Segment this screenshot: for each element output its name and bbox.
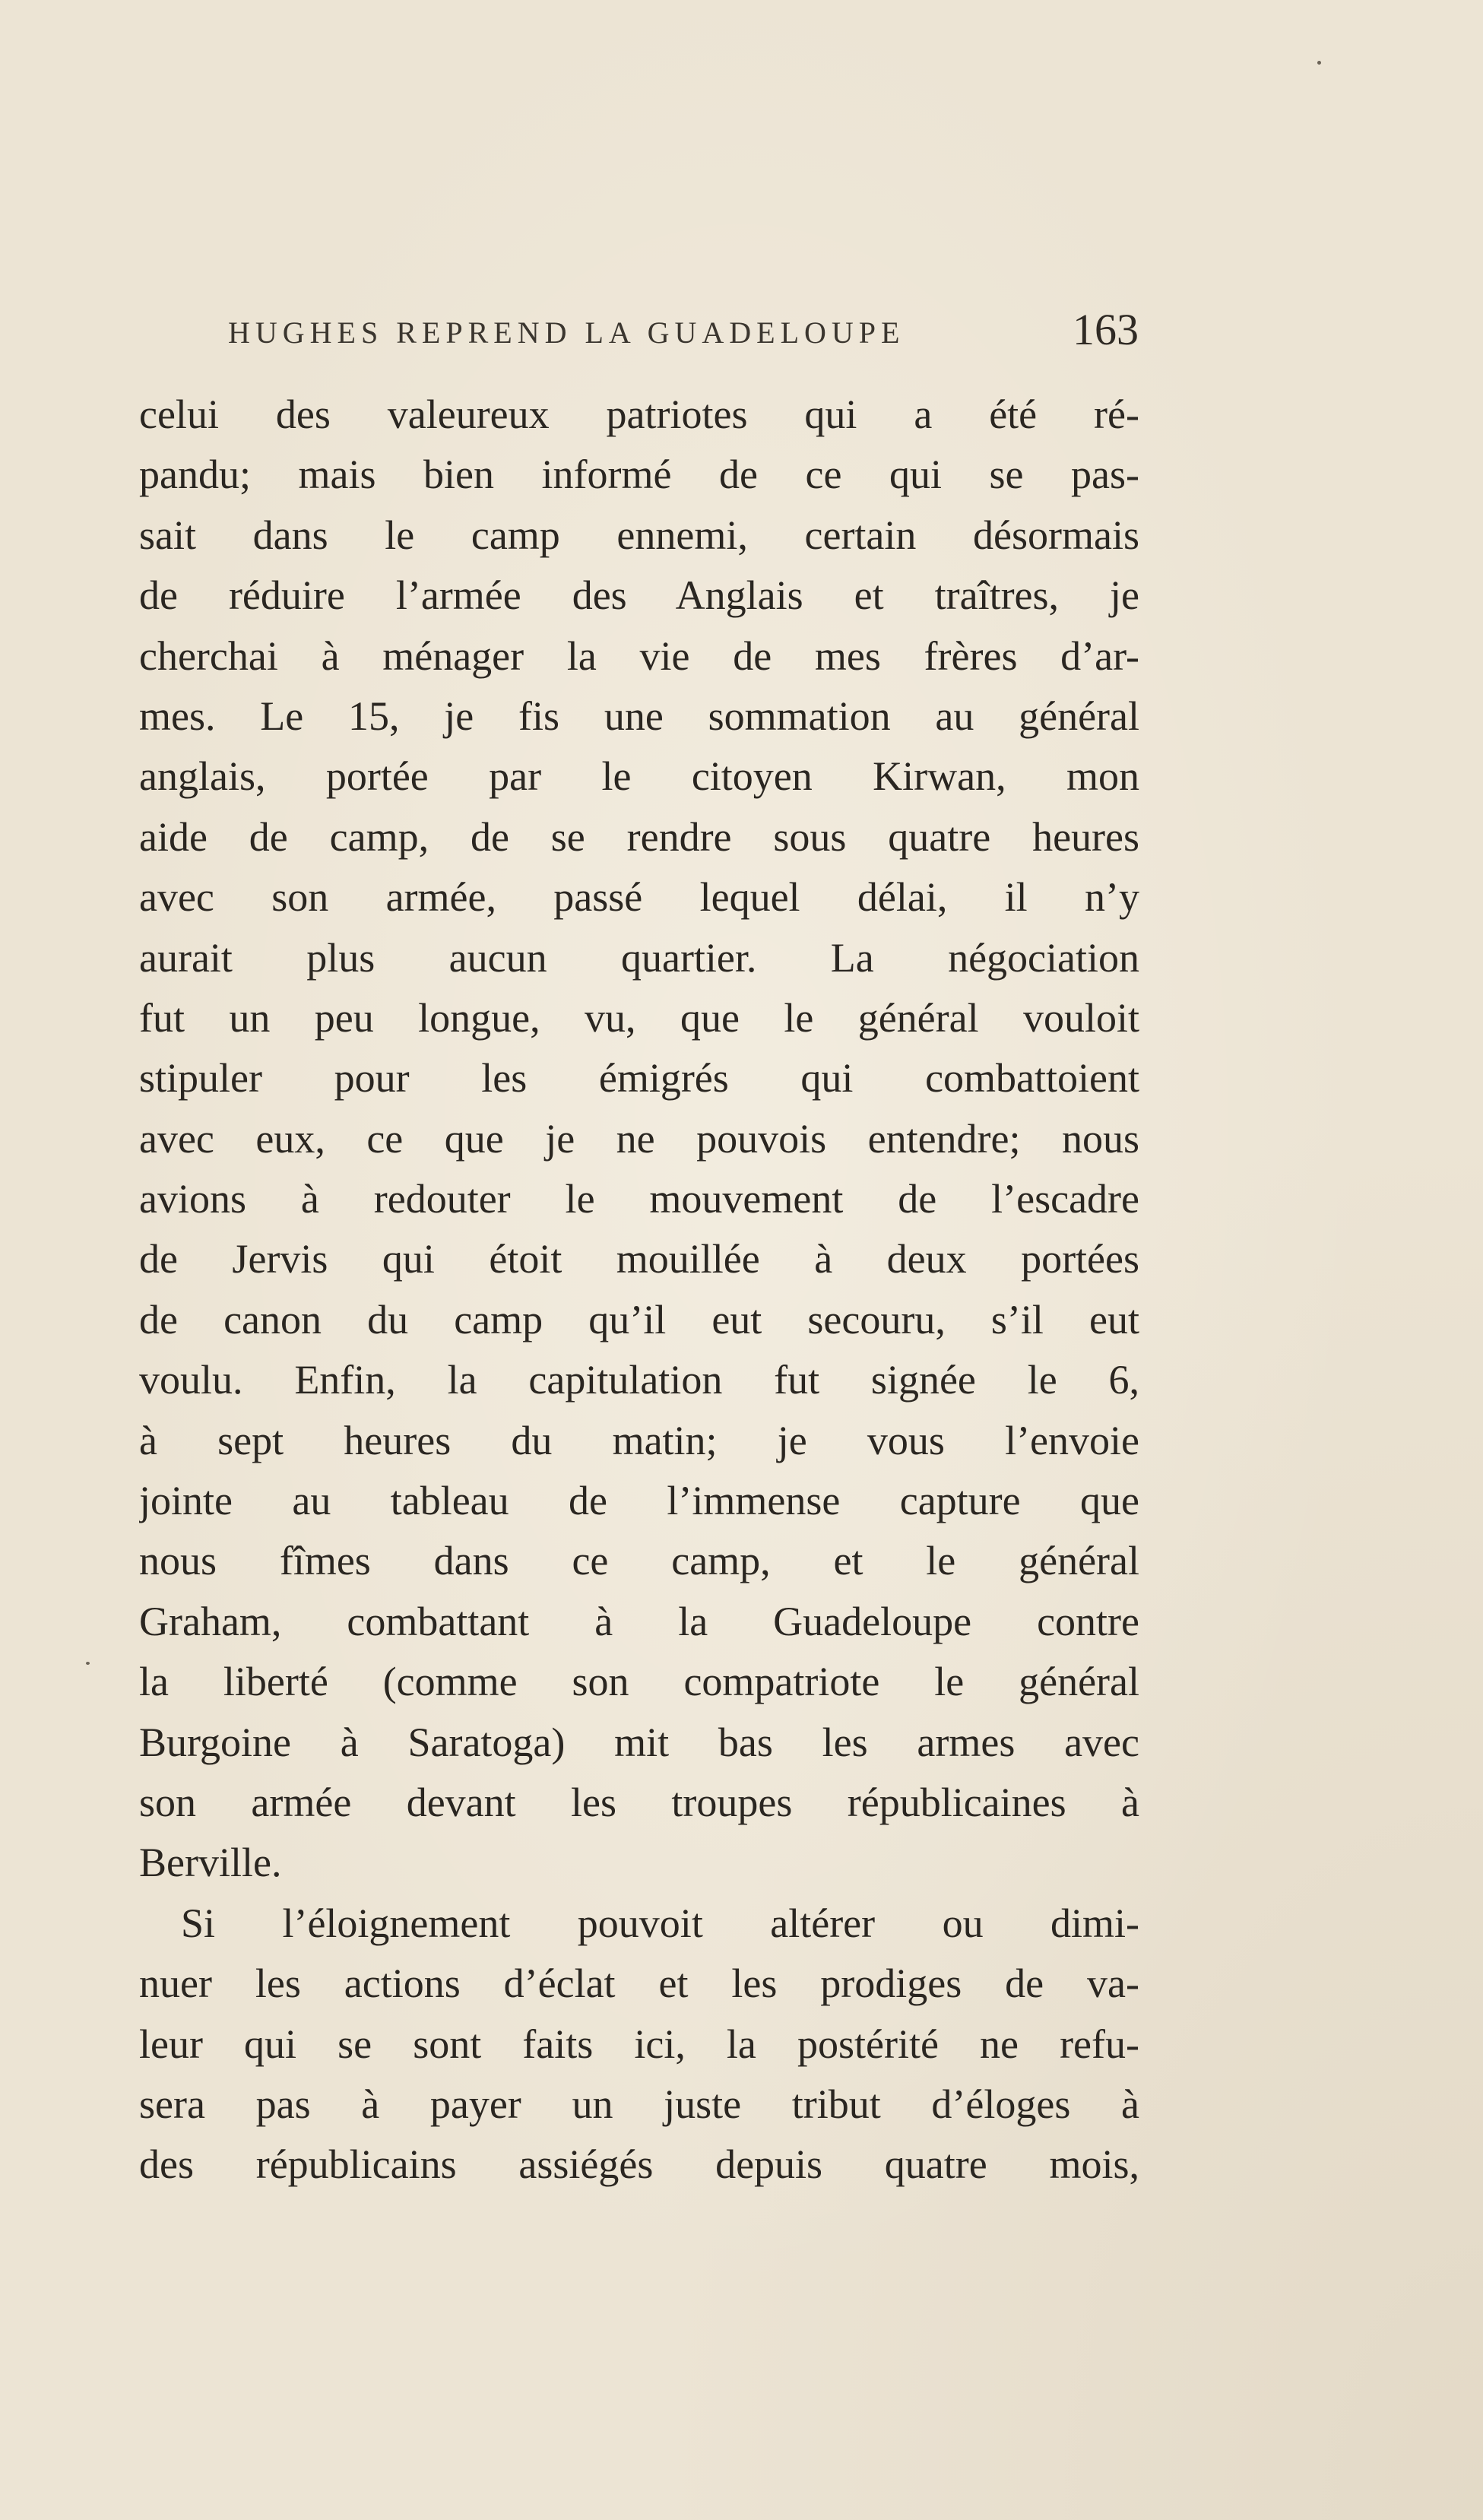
paper-speck — [86, 1662, 90, 1665]
text-line: nuer les actions d’éclat et les prodiges de va- — [139, 1961, 1139, 2007]
text-line: Graham, combattant à la Guadeloupe contre — [139, 1598, 1139, 1644]
running-head — [228, 304, 1139, 365]
text-line: avec son armée, passé lequel délai, il n’y — [139, 874, 1139, 921]
text-line: mes. Le 15, je fis une sommation au général — [139, 693, 1139, 739]
text-line: avec eux, ce que je ne pouvois entendre; nous — [139, 1115, 1139, 1162]
text-line: stipuler pour les émigrés qui combattoient — [139, 1055, 1139, 1102]
text-line: son armée devant les troupes républicaines à — [139, 1779, 1139, 1825]
text-line: sera pas à payer un juste tribut d’éloges à — [139, 2081, 1139, 2127]
text-line: de Jervis qui étoit mouillée à deux portées — [139, 1236, 1139, 1282]
text-line: à sept heures du matin; je vous l’envoie — [139, 1417, 1139, 1463]
text-line: aurait plus aucun quartier. La négociation — [139, 934, 1139, 981]
text-line: cherchai à ménager la vie de mes frères d’ar- — [139, 632, 1139, 679]
text-line: pandu; mais bien informé de ce qui se pas- — [139, 452, 1139, 498]
text-line: la liberté (comme son compatriote le général — [139, 1659, 1139, 1705]
text-line: fut un peu longue, vu, que le général vouloit — [139, 994, 1139, 1041]
text-line: celui des valeureux patriotes qui a été ré- — [139, 391, 1139, 437]
text-line: de canon du camp qu’il eut secouru, s’il eut — [139, 1296, 1139, 1342]
page-number: 163 — [1073, 305, 1139, 354]
text-line: voulu. Enfin, la capitulation fut signée le 6, — [139, 1357, 1139, 1403]
text-line: jointe au tableau de l’immense capture que — [139, 1478, 1139, 1524]
paper-speck — [1317, 61, 1321, 65]
paragraph-last-line: Berville. — [139, 1840, 282, 1886]
body-text — [139, 385, 1139, 2195]
text-line: des républicains assiégés depuis quatre mois, — [139, 2141, 1139, 2188]
text-line: nous fîmes dans ce camp, et le général — [139, 1538, 1139, 1584]
text-line: avions à redouter le mouvement de l’escadre — [139, 1176, 1139, 1222]
text-line: Burgoine à Saratoga) mit bas les armes avec — [139, 1719, 1139, 1765]
text-line: de réduire l’armée des Anglais et traîtres, je — [139, 572, 1139, 619]
text-line: sait dans le camp ennemi, certain désormais — [139, 512, 1139, 558]
text-line: leur qui se sont faits ici, la postérité ne refu- — [139, 2021, 1139, 2067]
running-title: HUGHES REPREND LA GUADELOUPE — [228, 315, 905, 350]
text-line: anglais, portée par le citoyen Kirwan, mon — [139, 753, 1139, 800]
text-line: aide de camp, de se rendre sous quatre heures — [139, 813, 1139, 860]
paragraph-first-line: Si l’éloignement pouvoit altérer ou dimi- — [181, 1900, 1139, 1946]
